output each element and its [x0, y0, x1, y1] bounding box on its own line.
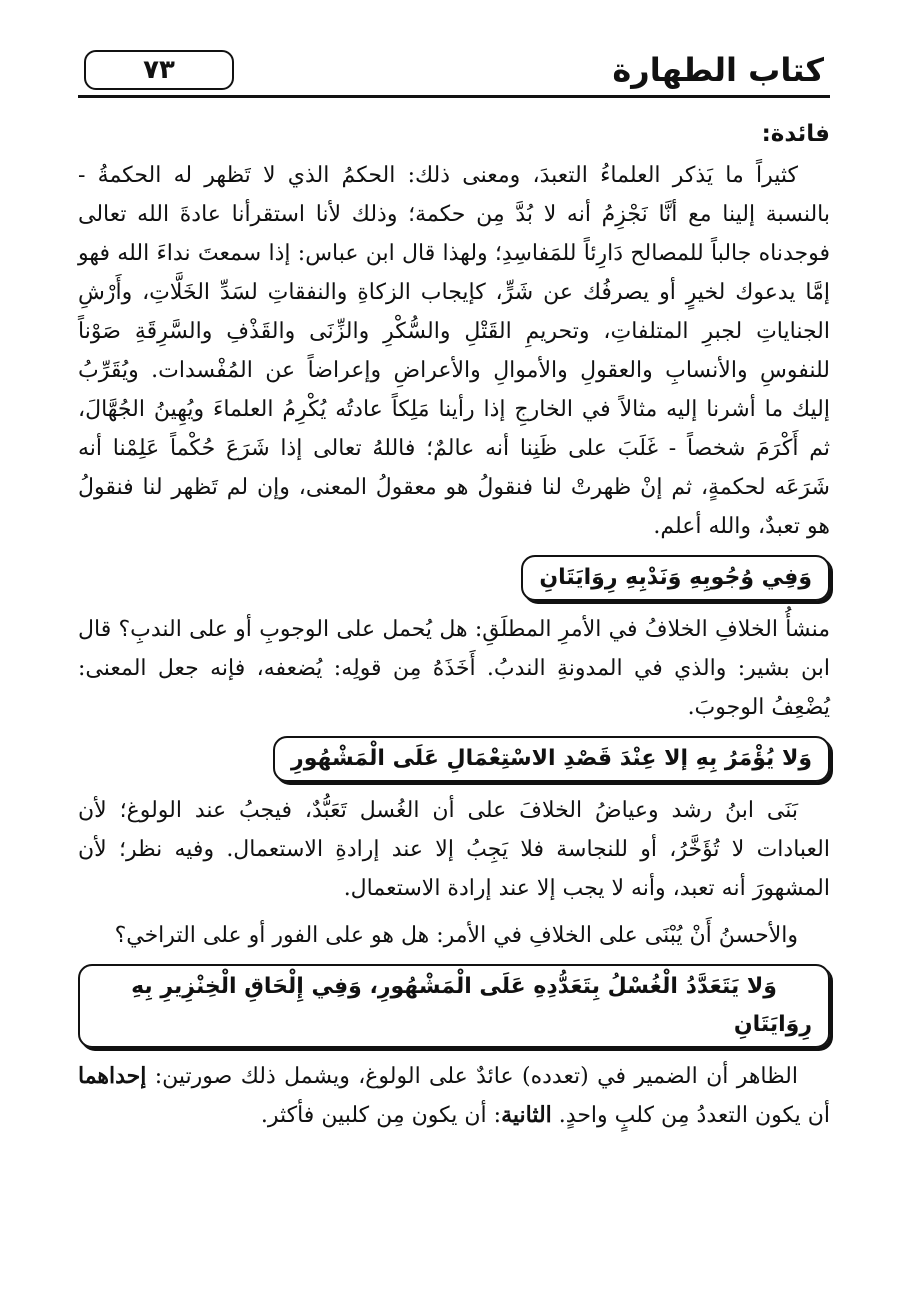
- paragraph-4: والأحسنُ أَنْ يُبْنَى على الخلافِ في الأمر: هل هو على الفور أو على التراخي؟: [114, 923, 798, 948]
- matn-text-3: وَلا يَتَعَدَّدُ الْغُسْلُ بِتَعَدُّدِهِ عَلَى الْمَشْهُورِ، وَفِي إِلْحَاقِ الْخِنْزِيرِ بِهِ رِوَايَتَانِ: [78, 964, 830, 1048]
- paragraph-5-part-c: أن يكون التعددُ مِن كلبٍ واحدٍ.: [551, 1103, 830, 1128]
- paragraph-2: منشأُ الخلافِ الخلافُ في الأمرِ المطلَقِ: هل يُحمل على الوجوبِ أو على الندبِ؟ قال ابن بشير: والذي في المدونةِ الندبُ. أَخَذَهُ مِن قولِه: يُضعفه، فإنه جعل المعنى: يُضْعِفُ الوجوبَ.: [78, 617, 830, 720]
- page-content: [78, 116, 830, 1135]
- paragraph-5: [78, 1057, 830, 1135]
- matn-text-2: وَلا يُؤْمَرُ بِهِ إلا عِنْدَ قَصْدِ الاسْتِعْمَالِ عَلَى الْمَشْهُورِ: [273, 736, 830, 782]
- page-number: ٧٣: [84, 50, 234, 90]
- paragraph-5-label-second: الثانية: [501, 1102, 552, 1128]
- matn-text-1: وَفِي وُجُوبِهِ وَنَدْبِهِ رِوَايَتَانِ: [521, 555, 830, 601]
- matn-box-1: [78, 555, 830, 601]
- paragraph-5-part-e: : أن يكون مِن كلبين فأكثر.: [260, 1103, 502, 1128]
- paragraph-3: بَنَى ابنُ رشد وعياضُ الخلافَ على أن الغُسل تَعَبُّدٌ، فيجبُ عند الولوغ؛ لأن العبادات لا تُؤَخَّرُ، أو للنجاسة فلا يَجِبُ إلا عند إرادةِ الاستعمال. وفيه نظر؛ لأن المشهورَ أنه تعبد، وأنه لا يجب إلا عند إرادة الاستعمال.: [78, 798, 830, 901]
- header-rule: [78, 95, 830, 98]
- paragraph-5-part-a: الظاهر أن الضمير في (تعدده) عائدٌ على الولوغ، ويشمل ذلك صورتين:: [146, 1064, 798, 1089]
- heading-faida: فائدة:: [761, 121, 830, 147]
- paragraph-1: كثيراً ما يَذكر العلماءُ التعبدَ، ومعنى ذلك: الحكمُ الذي لا تَظهر له الحكمةُ - بالنسبة إلينا مع أنَّا نَجْزِمُ أنه لا بُدَّ مِن حكمة؛ وذلك لأنا استقرأنا عادةَ الله تعالى فوجدناه جالباً للمصالح دَارِئاً للمَفاسِدِ؛ ولهذا قال ابن عباس: إذا سمعتَ نداءَ الله فهو إمَّا يدعوك لخيرٍ أو يصرفُك عن شَرٍّ، كإيجاب الزكاةِ والنفقاتِ لسَدِّ الخَلَّاتِ، وأَرْشِ الجناياتِ لجبرِ المتلفاتِ، وتحريمِ القَتْلِ والسُّكْرِ والزِّنَى والقَذْفِ والسَّرِقَةِ صَوْناً للنفوسِ والأنسابِ والعقولِ والأموالِ والأعراضِ وإعراضاً عن المُفْسدات. ويُقَرِّبُ إليك ما أشرنا إليه مثالاً في الخارجِ إذا رأينا مَلِكاً عادتُه يُكْرِمُ العلماءَ ويُهِينُ الجُهَّالَ، ثم أَكْرَمَ شخصاً - غَلَبَ على ظَنِنا أنه عالمٌ؛ فاللهُ تعالى إذا شَرَعَ حُكْماً عَلِمْنا أنه شَرَعَه لحكمةٍ، ثم إنْ ظهرتْ لنا فنقولُ هو معقولُ المعنى، وإن لم تَظهر لنا فنقولُ هو تعبدٌ، والله أعلم.: [78, 163, 830, 539]
- matn-box-3: [78, 964, 830, 1048]
- matn-box-2: [78, 736, 830, 782]
- page-header: [78, 46, 830, 98]
- book-title: كتاب الطهارة: [612, 51, 824, 89]
- paragraph-5-label-first: إحداهما: [78, 1063, 147, 1089]
